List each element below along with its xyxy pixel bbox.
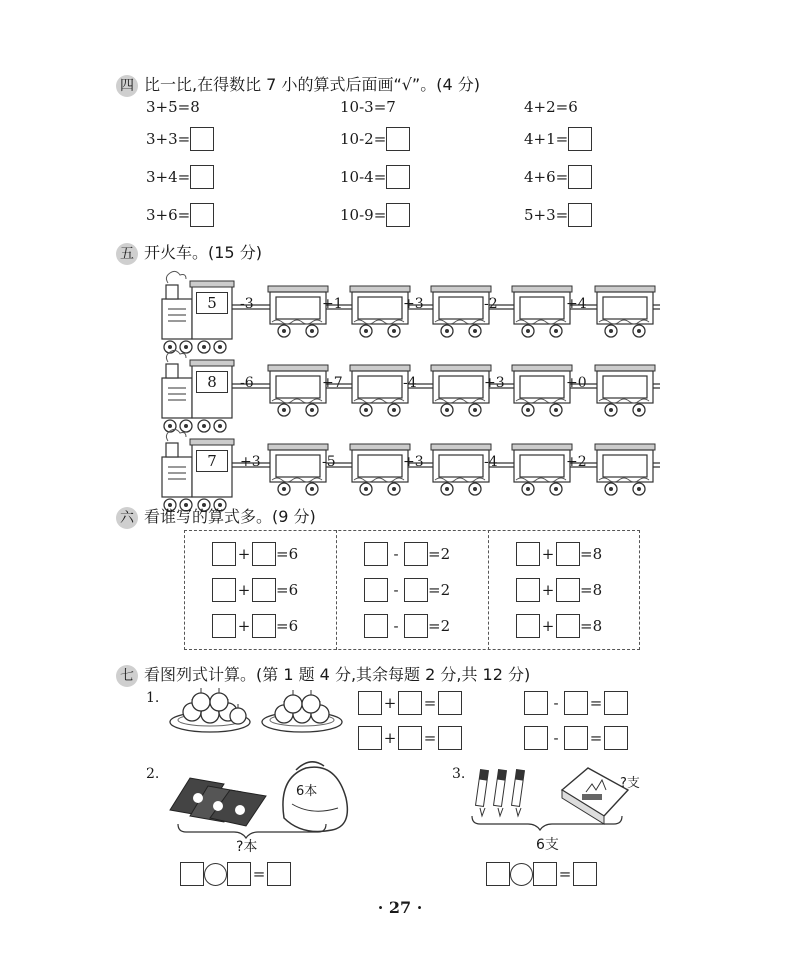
section-number-badge: 六	[116, 507, 138, 529]
train-car	[431, 444, 491, 495]
train-operator: -4	[484, 454, 498, 470]
equation: - =2	[364, 542, 450, 566]
answer-box[interactable]	[404, 578, 428, 602]
answer-box[interactable]	[404, 614, 428, 638]
train-car	[350, 365, 410, 416]
equation: 4+2=6	[524, 98, 578, 116]
answer-box[interactable]	[227, 862, 251, 886]
books-illustration	[170, 778, 266, 826]
answer-box[interactable]	[212, 542, 236, 566]
answer-box[interactable]	[533, 862, 557, 886]
answer-box[interactable]	[516, 578, 540, 602]
equation: 4+1=	[524, 127, 592, 151]
train-row-1	[162, 271, 660, 353]
equation: + =6	[212, 542, 298, 566]
answer-box[interactable]	[438, 691, 462, 715]
section-7-heading	[116, 662, 530, 687]
train-car	[350, 444, 410, 495]
answer-box[interactable]	[604, 726, 628, 750]
answer-box[interactable]	[212, 614, 236, 638]
train-operator: -3	[240, 296, 254, 312]
train-car	[512, 286, 572, 337]
answer-box[interactable]	[364, 542, 388, 566]
train-car	[595, 286, 655, 337]
start-number: 5	[196, 292, 228, 314]
equation: + =	[358, 691, 462, 715]
answer-box[interactable]	[358, 691, 382, 715]
answer-box[interactable]	[604, 691, 628, 715]
train-operator: +4	[566, 296, 587, 312]
train-car	[595, 365, 655, 416]
train-operator: +0	[566, 375, 587, 391]
equation: - =	[524, 691, 628, 715]
train-car	[512, 444, 572, 495]
answer-box[interactable]	[556, 614, 580, 638]
answer-box[interactable]	[267, 862, 291, 886]
train-row-2	[162, 350, 660, 432]
section-number-badge: 四	[116, 75, 138, 97]
section-title: 开火车。(15 分)	[144, 243, 262, 262]
equation: 3+6=	[146, 203, 214, 227]
train-car	[431, 365, 491, 416]
train-car	[431, 286, 491, 337]
section-title: 比一比,在得数比 7 小的算式后面画“√”。(4 分)	[144, 75, 480, 94]
answer-box[interactable]	[564, 726, 588, 750]
section-title: 看谁写的算式多。(9 分)	[144, 507, 316, 526]
equation: - =2	[364, 578, 450, 602]
equation: 10-9=	[340, 203, 410, 227]
train-car	[268, 286, 328, 337]
question-label: 3.	[452, 766, 466, 782]
train-operator: +3	[403, 454, 424, 470]
answer-box[interactable]	[364, 578, 388, 602]
section-title: 看图列式计算。(第 1 题 4 分,其余每题 2 分,共 12 分)	[144, 665, 531, 684]
answer-box[interactable]	[398, 691, 422, 715]
apples-plate-left	[170, 688, 250, 732]
question-label: 1.	[146, 690, 160, 706]
train-operator: +3	[240, 454, 261, 470]
equation: 3+5=8	[146, 98, 200, 116]
answer-box[interactable]	[524, 726, 548, 750]
divider	[488, 530, 489, 650]
answer-box[interactable]	[486, 862, 510, 886]
equation: + =6	[212, 578, 298, 602]
brace-label: 6支	[536, 837, 559, 853]
answer-box[interactable]	[516, 614, 540, 638]
answer-box[interactable]	[438, 726, 462, 750]
answer-box[interactable]	[364, 614, 388, 638]
section-6-heading	[116, 504, 316, 529]
answer-box[interactable]	[180, 862, 204, 886]
page-number: · 27 ·	[377, 898, 423, 917]
train-operator: +2	[566, 454, 587, 470]
question-label: 2.	[146, 766, 160, 782]
equation: 10-4=	[340, 165, 410, 189]
bag-label: 6本	[296, 784, 318, 799]
answer-box[interactable]	[212, 578, 236, 602]
equation: + =6	[212, 614, 298, 638]
train-operator: -4	[403, 375, 417, 391]
train-operator: -2	[484, 296, 498, 312]
divider	[336, 530, 337, 650]
answer-box[interactable]	[252, 614, 276, 638]
apples-plate-right	[262, 690, 342, 732]
train-operator: +1	[322, 296, 343, 312]
answer-box[interactable]	[252, 578, 276, 602]
answer-box[interactable]	[404, 542, 428, 566]
train-operator: -5	[322, 454, 336, 470]
equation: 10-3=7	[340, 98, 396, 116]
answer-box[interactable]	[516, 542, 540, 566]
answer-box[interactable]	[556, 542, 580, 566]
equation: 3+4=	[146, 165, 214, 189]
section-number-badge: 五	[116, 243, 138, 265]
answer-box[interactable]	[524, 691, 548, 715]
equation: - =	[524, 726, 628, 750]
answer-box[interactable]	[252, 542, 276, 566]
train-operator: +3	[484, 375, 505, 391]
pens-illustration	[476, 770, 525, 816]
equation: =	[180, 862, 291, 886]
answer-box[interactable]	[358, 726, 382, 750]
pencil-case-illustration	[562, 768, 628, 824]
train-operator: +7	[322, 375, 343, 391]
equation: - =2	[364, 614, 450, 638]
case-label: ?支	[620, 776, 640, 791]
train-car	[268, 365, 328, 416]
brace-label: ?本	[236, 839, 258, 855]
operator-circle[interactable]	[510, 863, 533, 886]
answer-box[interactable]	[556, 578, 580, 602]
start-number: 7	[196, 450, 228, 472]
answer-box[interactable]	[398, 726, 422, 750]
answer-box[interactable]	[573, 862, 597, 886]
answer-box[interactable]	[564, 691, 588, 715]
equation: =	[486, 862, 597, 886]
train-operator: -6	[240, 375, 254, 391]
equation: 10-2=	[340, 127, 410, 151]
equation: + =8	[516, 578, 602, 602]
train-car	[512, 365, 572, 416]
start-number: 8	[196, 371, 228, 393]
train-car	[350, 286, 410, 337]
train-operator: +3	[403, 296, 424, 312]
equation: + =8	[516, 614, 602, 638]
operator-circle[interactable]	[204, 863, 227, 886]
train-row-3	[162, 429, 660, 511]
section-number-badge: 七	[116, 665, 138, 687]
equation: 5+3=	[524, 203, 592, 227]
equation: + =	[358, 726, 462, 750]
equation: + =8	[516, 542, 602, 566]
equation: 3+3=	[146, 127, 214, 151]
train-car	[595, 444, 655, 495]
equation: 4+6=	[524, 165, 592, 189]
train-car	[268, 444, 328, 495]
